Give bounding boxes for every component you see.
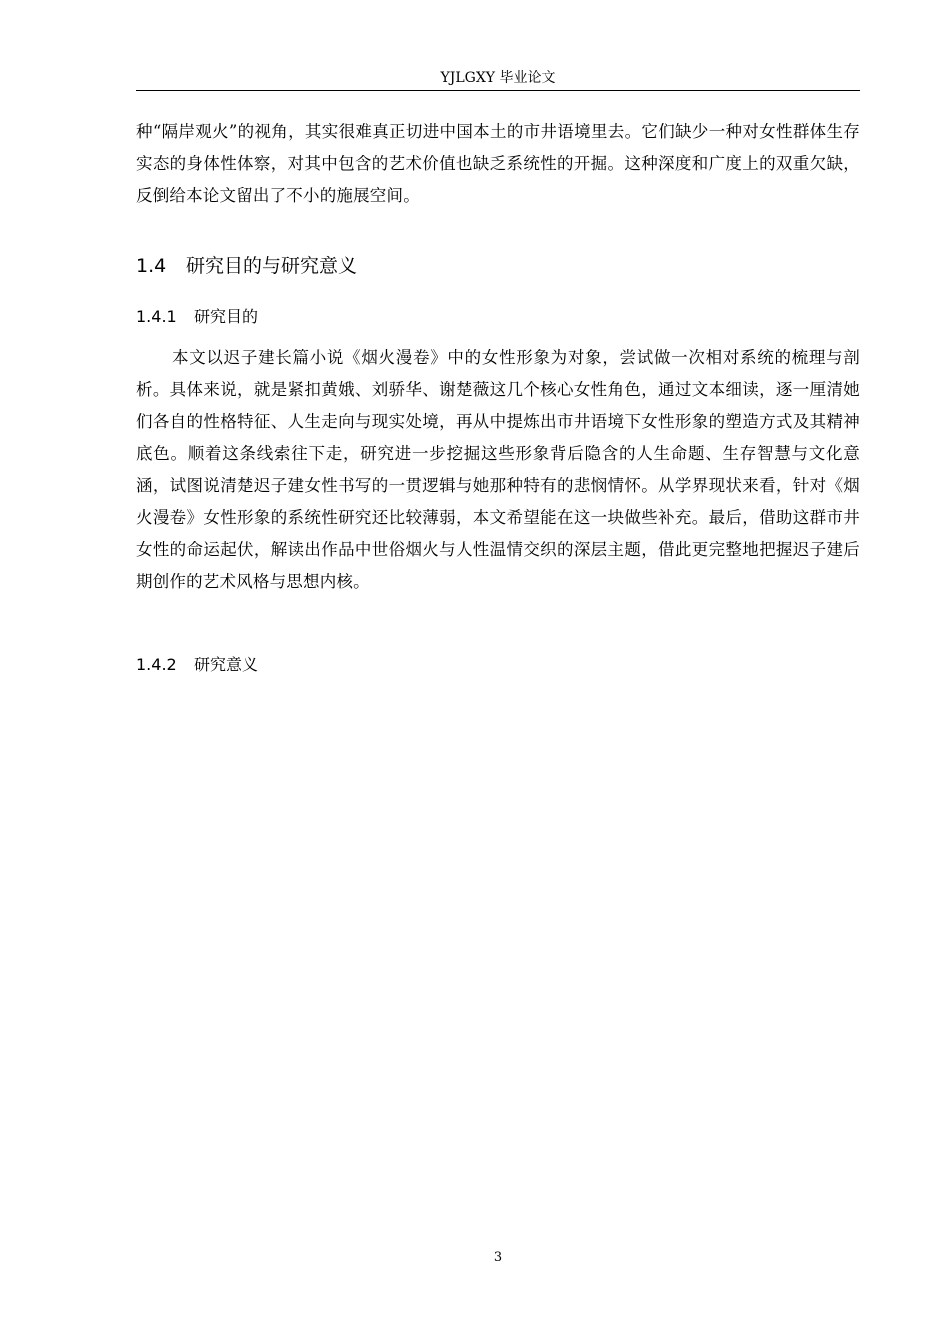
- subsection-heading-research-purpose: [136, 305, 258, 329]
- page-header: YJLGXY 毕业论文: [440, 70, 556, 86]
- section-heading: [136, 252, 357, 280]
- body-paragraph-continued: 种“隔岸观火”的视角，其实很难真正切进中国本土的市井语境里去。它们缺少一种对女性群体生存实态的身体性体察，对其中包含的艺术价值也缺乏系统性的开掘。这种深度和广度上的双重欠缺，反倒给本论文留出了不小的施展空间。: [136, 122, 860, 205]
- page-number: 3: [493, 1250, 503, 1265]
- section-title: 研究目的与研究意义: [186, 255, 358, 277]
- subsection-title: 研究意义: [194, 655, 259, 674]
- subsection-number: 1.4.1: [136, 307, 177, 326]
- subsection-number: 1.4.2: [136, 655, 177, 674]
- subsection-title: 研究目的: [194, 307, 259, 326]
- subsection-heading-research-significance: [136, 653, 258, 677]
- section-number: 1.4: [136, 255, 167, 277]
- header-divider: [136, 90, 860, 91]
- body-paragraph-research-purpose: 本文以迟子建长篇小说《烟火漫卷》中的女性形象为对象，尝试做一次相对系统的梳理与剖析。具体来说，就是紧扣黄娥、刘骄华、谢楚薇这几个核心女性角色，通过文本细读，逐一厘清她们各自的性格特征、人生走向与现实处境，再从中提炼出市井语境下女性形象的塑造方式及其精神底色。顺着这条线索往下走，研究进一步挖掘这些形象背后隐含的人生命题、生存智慧与文化意涵，试图说清楚迟子建女性书写的一贯逻辑与她那种特有的悲悯情怀。从学界现状来看，针对《烟火漫卷》女性形象的系统性研究还比较薄弱，本文希望能在这一块做些补充。最后，借助这群市井女性的命运起伏，解读出作品中世俗烟火与人性温情交织的深层主题，借此更完整地把握迟子建后期创作的艺术风格与思想内核。: [136, 348, 860, 591]
